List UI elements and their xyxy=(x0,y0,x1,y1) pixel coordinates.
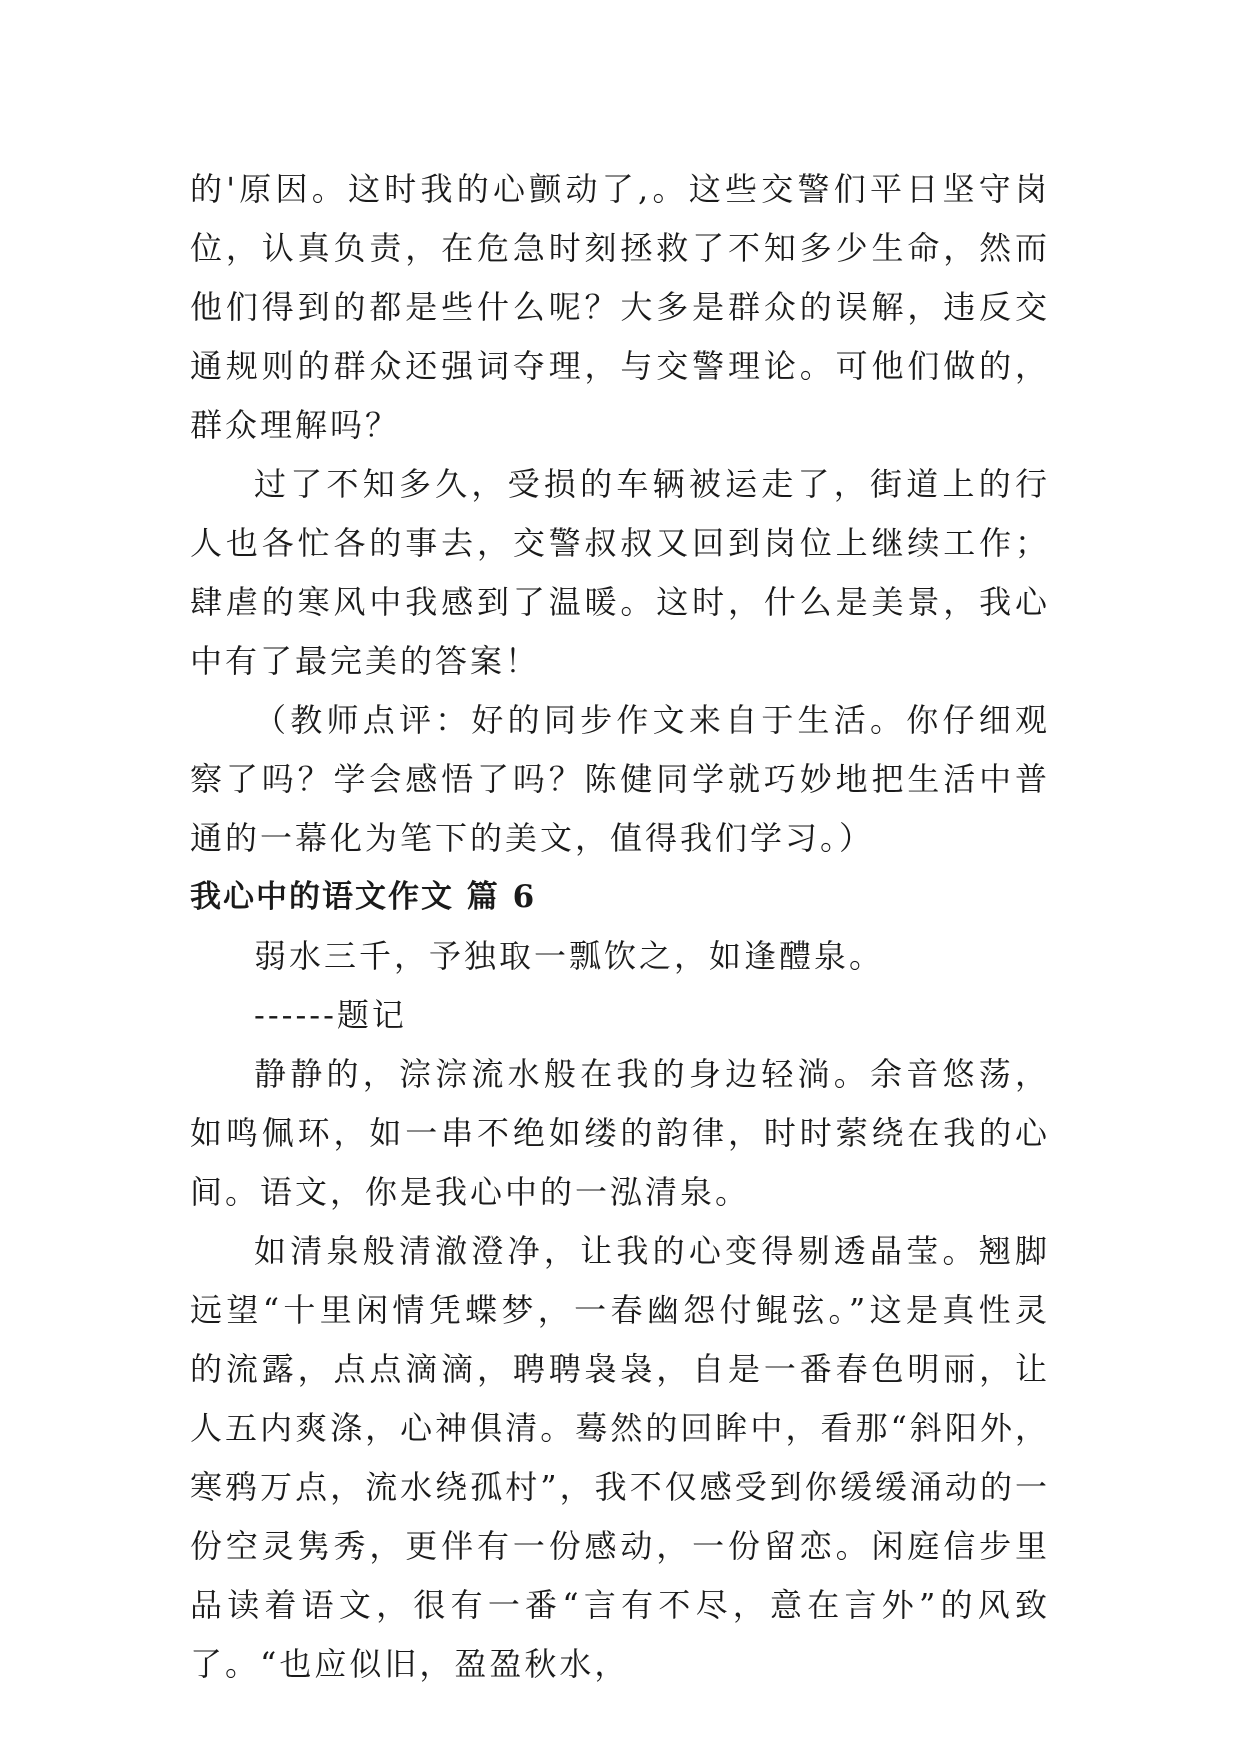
epigraph-attribution: ------题记 xyxy=(254,996,407,1034)
paragraph: 如清泉般清澈澄净，让我的心变得剔透晶莹。翘脚远望“十里闲情凭蝶梦，一春幽怨付鲲弦。”这是真性灵的流露，点点滴滴，聘聘袅袅，自是一番春色明丽，让人五内爽涤，心神俱清。蓦然的回眸中，看那“斜阳外，寒鸦万点，流水绕孤村”，我不仅感受到你缓缓涌动的一份空灵隽秀，更伴有一份感动，一份留恋。闲庭信步里品读着语文，很有一番“言有不尽，意在言外”的风致了。“也应似旧，盈盈秋水， xyxy=(190,1232,1050,1683)
paragraph: 过了不知多久，受损的车辆被运走了，街道上的行人也各忙各的事去，交警叔叔又回到岗位上继续工作；肆虐的寒风中我感到了温暖。这时，什么是美景，我心中有了最完美的答案！ xyxy=(190,465,1050,680)
teacher-comment-paragraph: （教师点评：好的同步作文来自于生活。你仔细观察了吗？学会感悟了吗？陈健同学就巧妙地把生活中普通的一幕化为笔下的美文，值得我们学习。） xyxy=(190,701,1050,857)
document-page xyxy=(190,160,1050,1694)
paragraph: 静静的，淙淙流水般在我的身边轻淌。余音悠荡，如鸣佩环，如一串不绝如缕的韵律，时时萦绕在我的心间。语文，你是我心中的一泓清泉。 xyxy=(190,1055,1050,1211)
paragraph: 的'原因。这时我的心颤动了,。这些交警们平日坚守岗位，认真负责，在危急时刻拯救了不知多少生命，然而他们得到的都是些什么呢？大多是群众的误解，违反交通规则的群众还强词夺理，与交警理论。可他们做的，群众理解吗？ xyxy=(190,170,1050,444)
section-title: 我心中的语文作文 篇 6 xyxy=(190,879,537,915)
epigraph: 弱水三千，予独取一瓢饮之，如逢醴泉。 xyxy=(254,937,885,975)
